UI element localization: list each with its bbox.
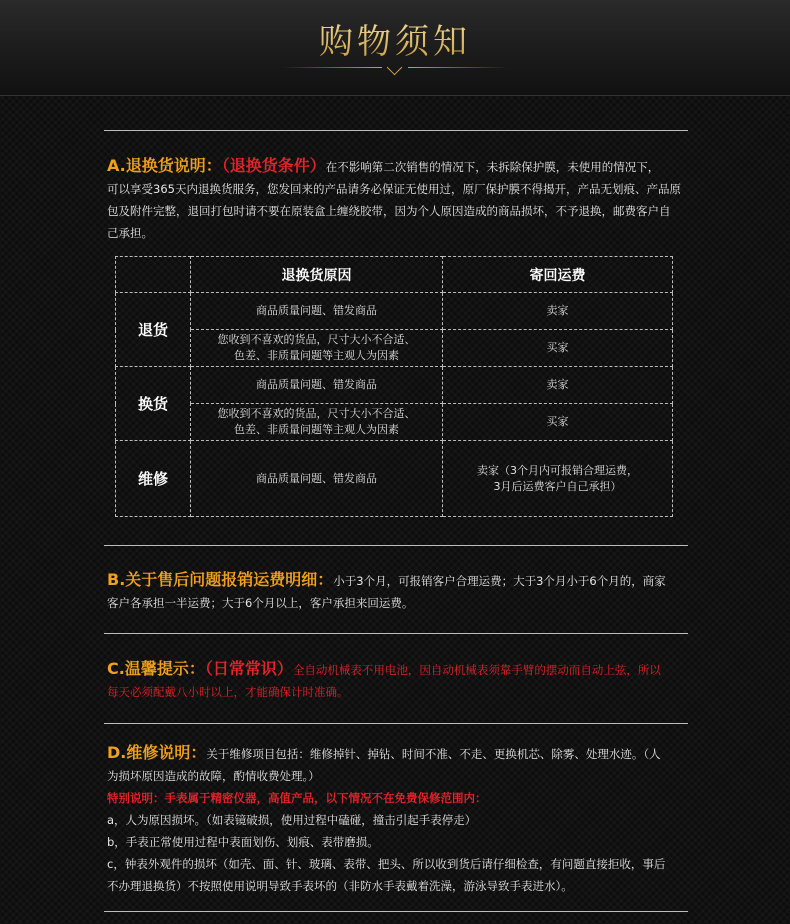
section-a-title: A.退换货说明： — [107, 156, 222, 175]
fee-text: 卖家 — [546, 378, 569, 391]
divider — [104, 545, 688, 546]
category-cell: 换货 — [116, 367, 191, 441]
reason-text: 商品质量问题、错发商品 — [256, 471, 377, 485]
section-c-title: C.温馨提示： — [107, 659, 205, 678]
table-header: 寄回运费 — [443, 257, 673, 293]
divider — [104, 911, 688, 912]
section-b — [107, 569, 687, 614]
section-d-item: 不办理退换货）不按照使用说明导致手表坏的（非防水手表戴着洗澡，游泳导致手表进水）。 — [107, 879, 573, 893]
table-header: 退换货原因 — [191, 257, 443, 293]
reason-text: 色差、非质量问题等主观人为因素 — [234, 349, 399, 362]
section-d-special: 特别说明：手表属于精密仪器，高值产品，以下情况不在免费保修范围内： — [107, 791, 487, 805]
fee-text: 卖家 — [546, 304, 569, 317]
title-rule-right — [408, 67, 508, 68]
table-row — [116, 330, 673, 367]
reason-cell — [191, 367, 443, 404]
table-row — [116, 441, 673, 517]
table-header-row — [116, 257, 673, 293]
title-rule-left — [282, 67, 382, 68]
section-b-line: 客户各承担一半运费；大于6个月以上，客户承担来回运费。 — [107, 596, 414, 610]
divider — [104, 723, 688, 724]
section-d — [107, 742, 687, 897]
reason-text: 商品质量问题、错发商品 — [256, 378, 377, 391]
reason-text: 您收到不喜欢的货品，尺寸大小不合适、 — [217, 333, 416, 346]
section-c-line: 全自动机械表不用电池，因自动机械表须靠手臂的摆动而自动上弦，所以 — [292, 663, 661, 677]
section-c-paren: （日常常识） — [204, 659, 293, 678]
fee-cell — [443, 367, 673, 404]
section-d-line: 为损坏原因造成的故障，酌情收费处理。） — [107, 769, 320, 783]
reason-cell — [191, 404, 443, 441]
section-a-line: 己承担。 — [107, 226, 153, 240]
section-d-line: 关于维修项目包括：维修掉针、掉钻、时间不准、不走、更换机芯、除雾、处理水迹。（人 — [206, 747, 661, 761]
fee-cell — [443, 441, 673, 517]
section-b-line: 小于3个月，可报销客户合理运费；大于3个月小于6个月的，商家 — [333, 574, 666, 588]
fee-cell — [443, 330, 673, 367]
reason-text: 色差、非质量问题等主观人为因素 — [234, 423, 399, 436]
category-cell: 维修 — [116, 441, 191, 517]
section-c-line: 每天必须配戴八小时以上，才能确保计时准确。 — [107, 685, 349, 699]
fee-cell — [443, 293, 673, 330]
fee-text: 3月后运费客户自己承担） — [493, 479, 622, 493]
fee-cell — [443, 404, 673, 441]
section-d-title: D.维修说明： — [107, 743, 207, 762]
divider — [104, 633, 688, 634]
page-title: 购物须知 — [0, 14, 790, 63]
section-d-item: b，手表正常使用过程中表面划伤、划痕、表带磨损。 — [107, 835, 379, 849]
reason-cell — [191, 441, 443, 517]
return-policy-table — [115, 256, 673, 517]
table-header — [116, 257, 191, 293]
fee-text: 买家 — [546, 415, 569, 428]
page-header — [0, 0, 790, 96]
category-cell: 退货 — [116, 293, 191, 367]
fee-text: 买家 — [546, 341, 569, 354]
section-c — [107, 658, 687, 703]
section-a-paren: （退换货条件） — [221, 156, 326, 175]
section-d-item: c，钟表外观件的损坏（如壳、面、针、玻璃、表带、把头、所以收到货后请仔细检查，有问题直接拒收，事后 — [107, 857, 666, 871]
section-a-line: 可以享受365天内退换货服务，您发回来的产品请务必保证无使用过，原厂保护膜不得揭开，产品无划痕、产品原 — [107, 182, 681, 196]
reason-text: 商品质量问题、错发商品 — [256, 304, 377, 317]
section-a-line: 在不影响第二次销售的情况下，未拆除保护膜，未使用的情况下， — [325, 160, 660, 174]
section-d-item: a，人为原因损坏。（如表镜破损，使用过程中磕碰，撞击引起手表停走） — [107, 813, 477, 827]
section-a-line: 包及附件完整，退回打包时请不要在原装盒上缠绕胶带，因为个人原因造成的商品损坏，不予退换，邮费客户自 — [107, 204, 671, 218]
divider — [104, 130, 688, 131]
table-row — [116, 404, 673, 441]
table-row — [116, 367, 673, 404]
table-row — [116, 293, 673, 330]
reason-text: 您收到不喜欢的货品，尺寸大小不合适、 — [217, 407, 416, 420]
reason-cell — [191, 330, 443, 367]
reason-cell — [191, 293, 443, 330]
fee-text: 卖家（3个月内可报销合理运费， — [477, 463, 638, 477]
section-a — [107, 155, 687, 244]
section-b-title: B.关于售后问题报销运费明细： — [107, 570, 334, 589]
